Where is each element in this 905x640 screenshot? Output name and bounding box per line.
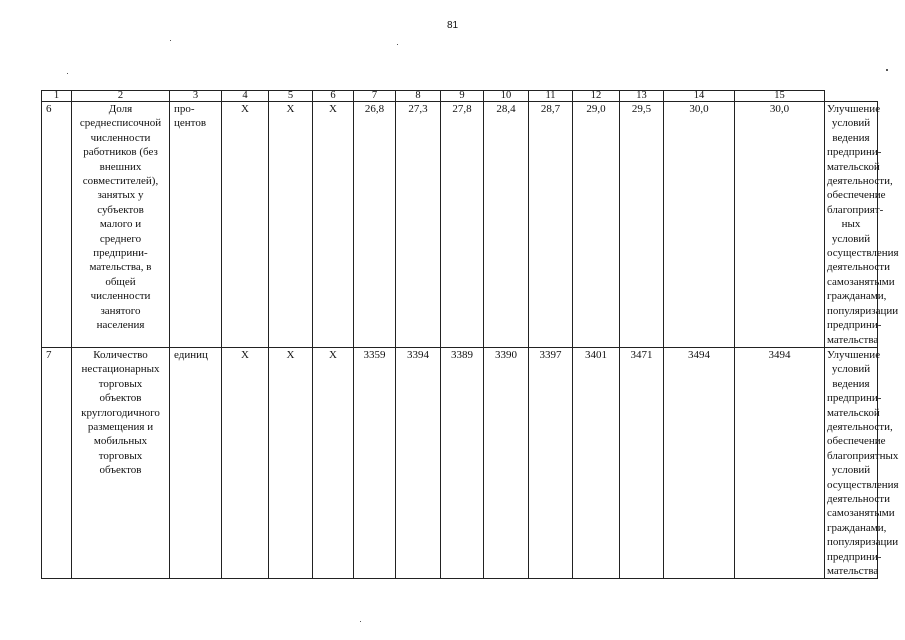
column-header: 12 xyxy=(573,91,620,102)
scan-speck xyxy=(397,44,398,45)
value-cell: 27,8 xyxy=(441,102,484,348)
row-number: 6 xyxy=(42,102,72,348)
table-row xyxy=(42,347,878,579)
column-header: 1 xyxy=(42,91,72,102)
value-cell: 29,0 xyxy=(573,102,620,348)
scan-speck xyxy=(886,69,888,71)
column-header: 4 xyxy=(222,91,269,102)
indicator-name: Количество нестационарных торговых объектов круглогодичного размещения и мобильных торговых объектов xyxy=(72,347,170,579)
column-header: 14 xyxy=(664,91,735,102)
value-cell: Х xyxy=(269,102,313,348)
measures-cell: Улучшение условий ведения предприни- мательской деятельности, обеспечение благоприятных условий осуществления деятельности самозанятыми гражданами, популяризации предприни- мательства xyxy=(825,347,878,579)
unit-cell: про- центов xyxy=(170,102,222,348)
column-header: 10 xyxy=(484,91,529,102)
scan-speck xyxy=(170,40,171,41)
row-number: 7 xyxy=(42,347,72,579)
column-header: 7 xyxy=(354,91,396,102)
value-cell: 3397 xyxy=(529,347,573,579)
value-cell: Х xyxy=(222,347,269,579)
value-cell: 26,8 xyxy=(354,102,396,348)
unit-cell: единиц xyxy=(170,347,222,579)
column-header: 9 xyxy=(441,91,484,102)
value-cell: 3394 xyxy=(396,347,441,579)
value-cell: 3359 xyxy=(354,347,396,579)
column-number-row xyxy=(42,91,878,102)
column-header: 8 xyxy=(396,91,441,102)
scan-speck xyxy=(360,621,361,622)
value-cell: 28,4 xyxy=(484,102,529,348)
value-cell: 3494 xyxy=(735,347,825,579)
value-cell: 3389 xyxy=(441,347,484,579)
column-header: 15 xyxy=(735,91,825,102)
value-cell: 29,5 xyxy=(620,102,664,348)
column-header: 13 xyxy=(620,91,664,102)
column-header: 6 xyxy=(313,91,354,102)
value-cell: Х xyxy=(269,347,313,579)
table-row xyxy=(42,102,878,348)
value-cell: Х xyxy=(313,102,354,348)
value-cell: 30,0 xyxy=(664,102,735,348)
value-cell: 28,7 xyxy=(529,102,573,348)
value-cell: Х xyxy=(313,347,354,579)
column-header: 2 xyxy=(72,91,170,102)
value-cell: Х xyxy=(222,102,269,348)
column-header: 5 xyxy=(269,91,313,102)
scan-speck xyxy=(67,73,68,74)
value-cell: 3401 xyxy=(573,347,620,579)
value-cell: 3390 xyxy=(484,347,529,579)
measures-cell: Улучшение условий ведения предприни- мательской деятельности, обеспечение благоприят- ных условий осуществления деятельности самозанятыми гражданами, популяризации предприни- мательства xyxy=(825,102,878,348)
value-cell: 3471 xyxy=(620,347,664,579)
value-cell: 3494 xyxy=(664,347,735,579)
indicators-table xyxy=(41,90,899,579)
indicator-name: Доля среднесписочной численности работников (без внешних совместителей), занятых у субъектов малого и среднего предприни- мательства, в общей численности занятого населения xyxy=(72,102,170,348)
page-number: 81 xyxy=(446,20,459,31)
value-cell: 27,3 xyxy=(396,102,441,348)
column-header: 11 xyxy=(529,91,573,102)
value-cell: 30,0 xyxy=(735,102,825,348)
column-header: 3 xyxy=(170,91,222,102)
